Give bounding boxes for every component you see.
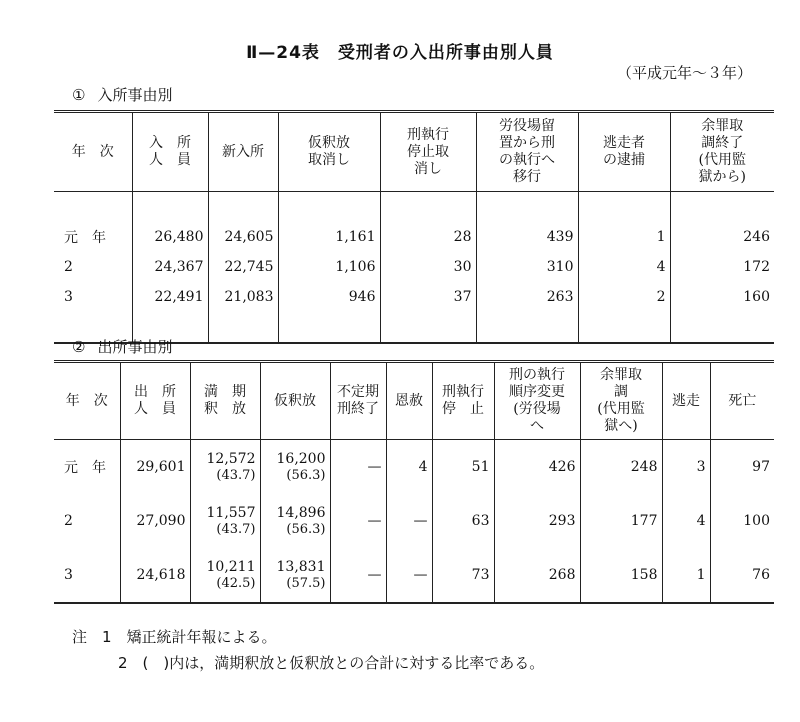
percent-text: (43.7) (216, 522, 256, 537)
value-cell: 177 (580, 494, 662, 548)
value-cell: — (330, 494, 386, 548)
value-cell: 63 (432, 494, 494, 548)
section1-heading (72, 84, 172, 105)
table-row (54, 494, 774, 548)
value-cell (260, 548, 330, 603)
value-cell: 426 (494, 440, 580, 495)
release-header: 不定期 刑終了 (330, 362, 386, 440)
value-cell: 1,161 (278, 222, 380, 252)
value-cell: 76 (752, 567, 770, 583)
section1-label: 入所事由別 (97, 86, 173, 104)
value-cell: — (386, 548, 432, 603)
value-cell: 22,491 (132, 282, 208, 312)
value-cell: 37 (380, 282, 476, 312)
value-cell: 1,106 (278, 252, 380, 282)
year-cell: 2 (54, 252, 132, 282)
value-cell: — (330, 548, 386, 603)
value-text: 10,211 (206, 559, 256, 575)
value-cell: 1 (662, 548, 710, 603)
value-cell: 246 (743, 229, 770, 245)
table-row (54, 282, 774, 312)
value-cell: 29,601 (120, 440, 190, 495)
value-cell: 293 (494, 494, 580, 548)
value-cell: — (386, 494, 432, 548)
value-cell (190, 440, 260, 495)
admission-header: 年 次 (54, 112, 132, 192)
admission-header: 労役場留 置から刑 の執行へ 移行 (476, 112, 578, 192)
admission-header: 余罪取 調終了 (代用監 獄から) (670, 112, 774, 192)
year-cell: 元 年 (54, 440, 120, 495)
notes (72, 624, 544, 676)
value-text: 14,896 (276, 505, 326, 521)
value-cell: 97 (752, 459, 770, 475)
value-cell: 946 (278, 282, 380, 312)
table-row (54, 222, 774, 252)
year-cell: 2 (54, 494, 120, 548)
release-header: 満 期 釈 放 (190, 362, 260, 440)
section2-label: 出所事由別 (97, 338, 173, 356)
value-cell: 24,367 (132, 252, 208, 282)
section2-heading (72, 336, 172, 357)
release-header-row (54, 362, 774, 440)
admission-header: 仮釈放 取消し (278, 112, 380, 192)
release-header: 刑の執行 順序変更 (労役場 へ (494, 362, 580, 440)
release-table (54, 360, 774, 604)
value-cell: 248 (580, 440, 662, 495)
release-header: 仮釈放 (260, 362, 330, 440)
percent-text: (57.5) (286, 576, 326, 591)
admission-header: 入 所 人 員 (132, 112, 208, 192)
value-text: 16,200 (276, 451, 326, 467)
value-cell: 24,605 (208, 222, 278, 252)
value-cell (260, 440, 330, 495)
admission-header: 新入所 (208, 112, 278, 192)
value-cell: 27,090 (120, 494, 190, 548)
percent-text: (56.3) (286, 468, 326, 483)
value-cell (190, 548, 260, 603)
note-1: 注 1 矯正統計年報による。 (72, 628, 277, 646)
year-cell: 元 年 (54, 222, 132, 252)
release-header: 死亡 (710, 362, 774, 440)
value-cell: 439 (476, 222, 578, 252)
year-cell: 3 (54, 548, 120, 603)
value-text: 12,572 (206, 451, 256, 467)
value-cell (190, 494, 260, 548)
value-cell: 28 (380, 222, 476, 252)
value-cell: 73 (432, 548, 494, 603)
value-cell: 4 (578, 252, 670, 282)
value-cell: 3 (662, 440, 710, 495)
value-cell: 26,480 (132, 222, 208, 252)
value-text: 11,557 (206, 505, 256, 521)
value-cell: 24,618 (120, 548, 190, 603)
value-cell: 1 (578, 222, 670, 252)
release-header: 恩赦 (386, 362, 432, 440)
release-header: 刑執行 停 止 (432, 362, 494, 440)
value-cell: 21,083 (208, 282, 278, 312)
table-row (54, 440, 774, 495)
release-header: 出 所 人 員 (120, 362, 190, 440)
value-cell: 51 (432, 440, 494, 495)
value-cell: 158 (580, 548, 662, 603)
value-cell: 4 (662, 494, 710, 548)
value-cell: 100 (743, 513, 770, 529)
note-2: 2 ( )内は，満期釈放と仮釈放との合計に対する比率である。 (118, 654, 545, 672)
value-cell: 310 (476, 252, 578, 282)
value-cell: 172 (743, 259, 770, 275)
release-header: 逃走 (662, 362, 710, 440)
percent-text: (42.5) (216, 576, 256, 591)
value-cell (260, 494, 330, 548)
value-cell: 268 (494, 548, 580, 603)
percent-text: (56.3) (286, 522, 326, 537)
admission-table (54, 110, 774, 344)
table-row (54, 548, 774, 603)
section1-number: ① (72, 86, 86, 104)
section2-number: ② (72, 338, 86, 356)
value-cell: 263 (476, 282, 578, 312)
value-text: 13,831 (276, 559, 326, 575)
admission-header-row (54, 112, 774, 192)
year-cell: 3 (54, 282, 132, 312)
value-cell: 22,745 (208, 252, 278, 282)
value-cell: 4 (386, 440, 432, 495)
value-cell: 160 (743, 289, 770, 305)
value-cell: — (330, 440, 386, 495)
admission-header: 逃走者 の逮捕 (578, 112, 670, 192)
period-label: （平成元年～３年） (616, 64, 752, 82)
value-cell: 30 (380, 252, 476, 282)
table-row (54, 252, 774, 282)
percent-text: (43.7) (216, 468, 256, 483)
admission-header: 刑執行 停止取 消し (380, 112, 476, 192)
release-header: 余罪取 調 (代用監 獄へ) (580, 362, 662, 440)
value-cell: 2 (578, 282, 670, 312)
page-title: Ⅱ—24表 受刑者の入出所事由別人員 (246, 43, 554, 63)
release-header: 年 次 (54, 362, 120, 440)
